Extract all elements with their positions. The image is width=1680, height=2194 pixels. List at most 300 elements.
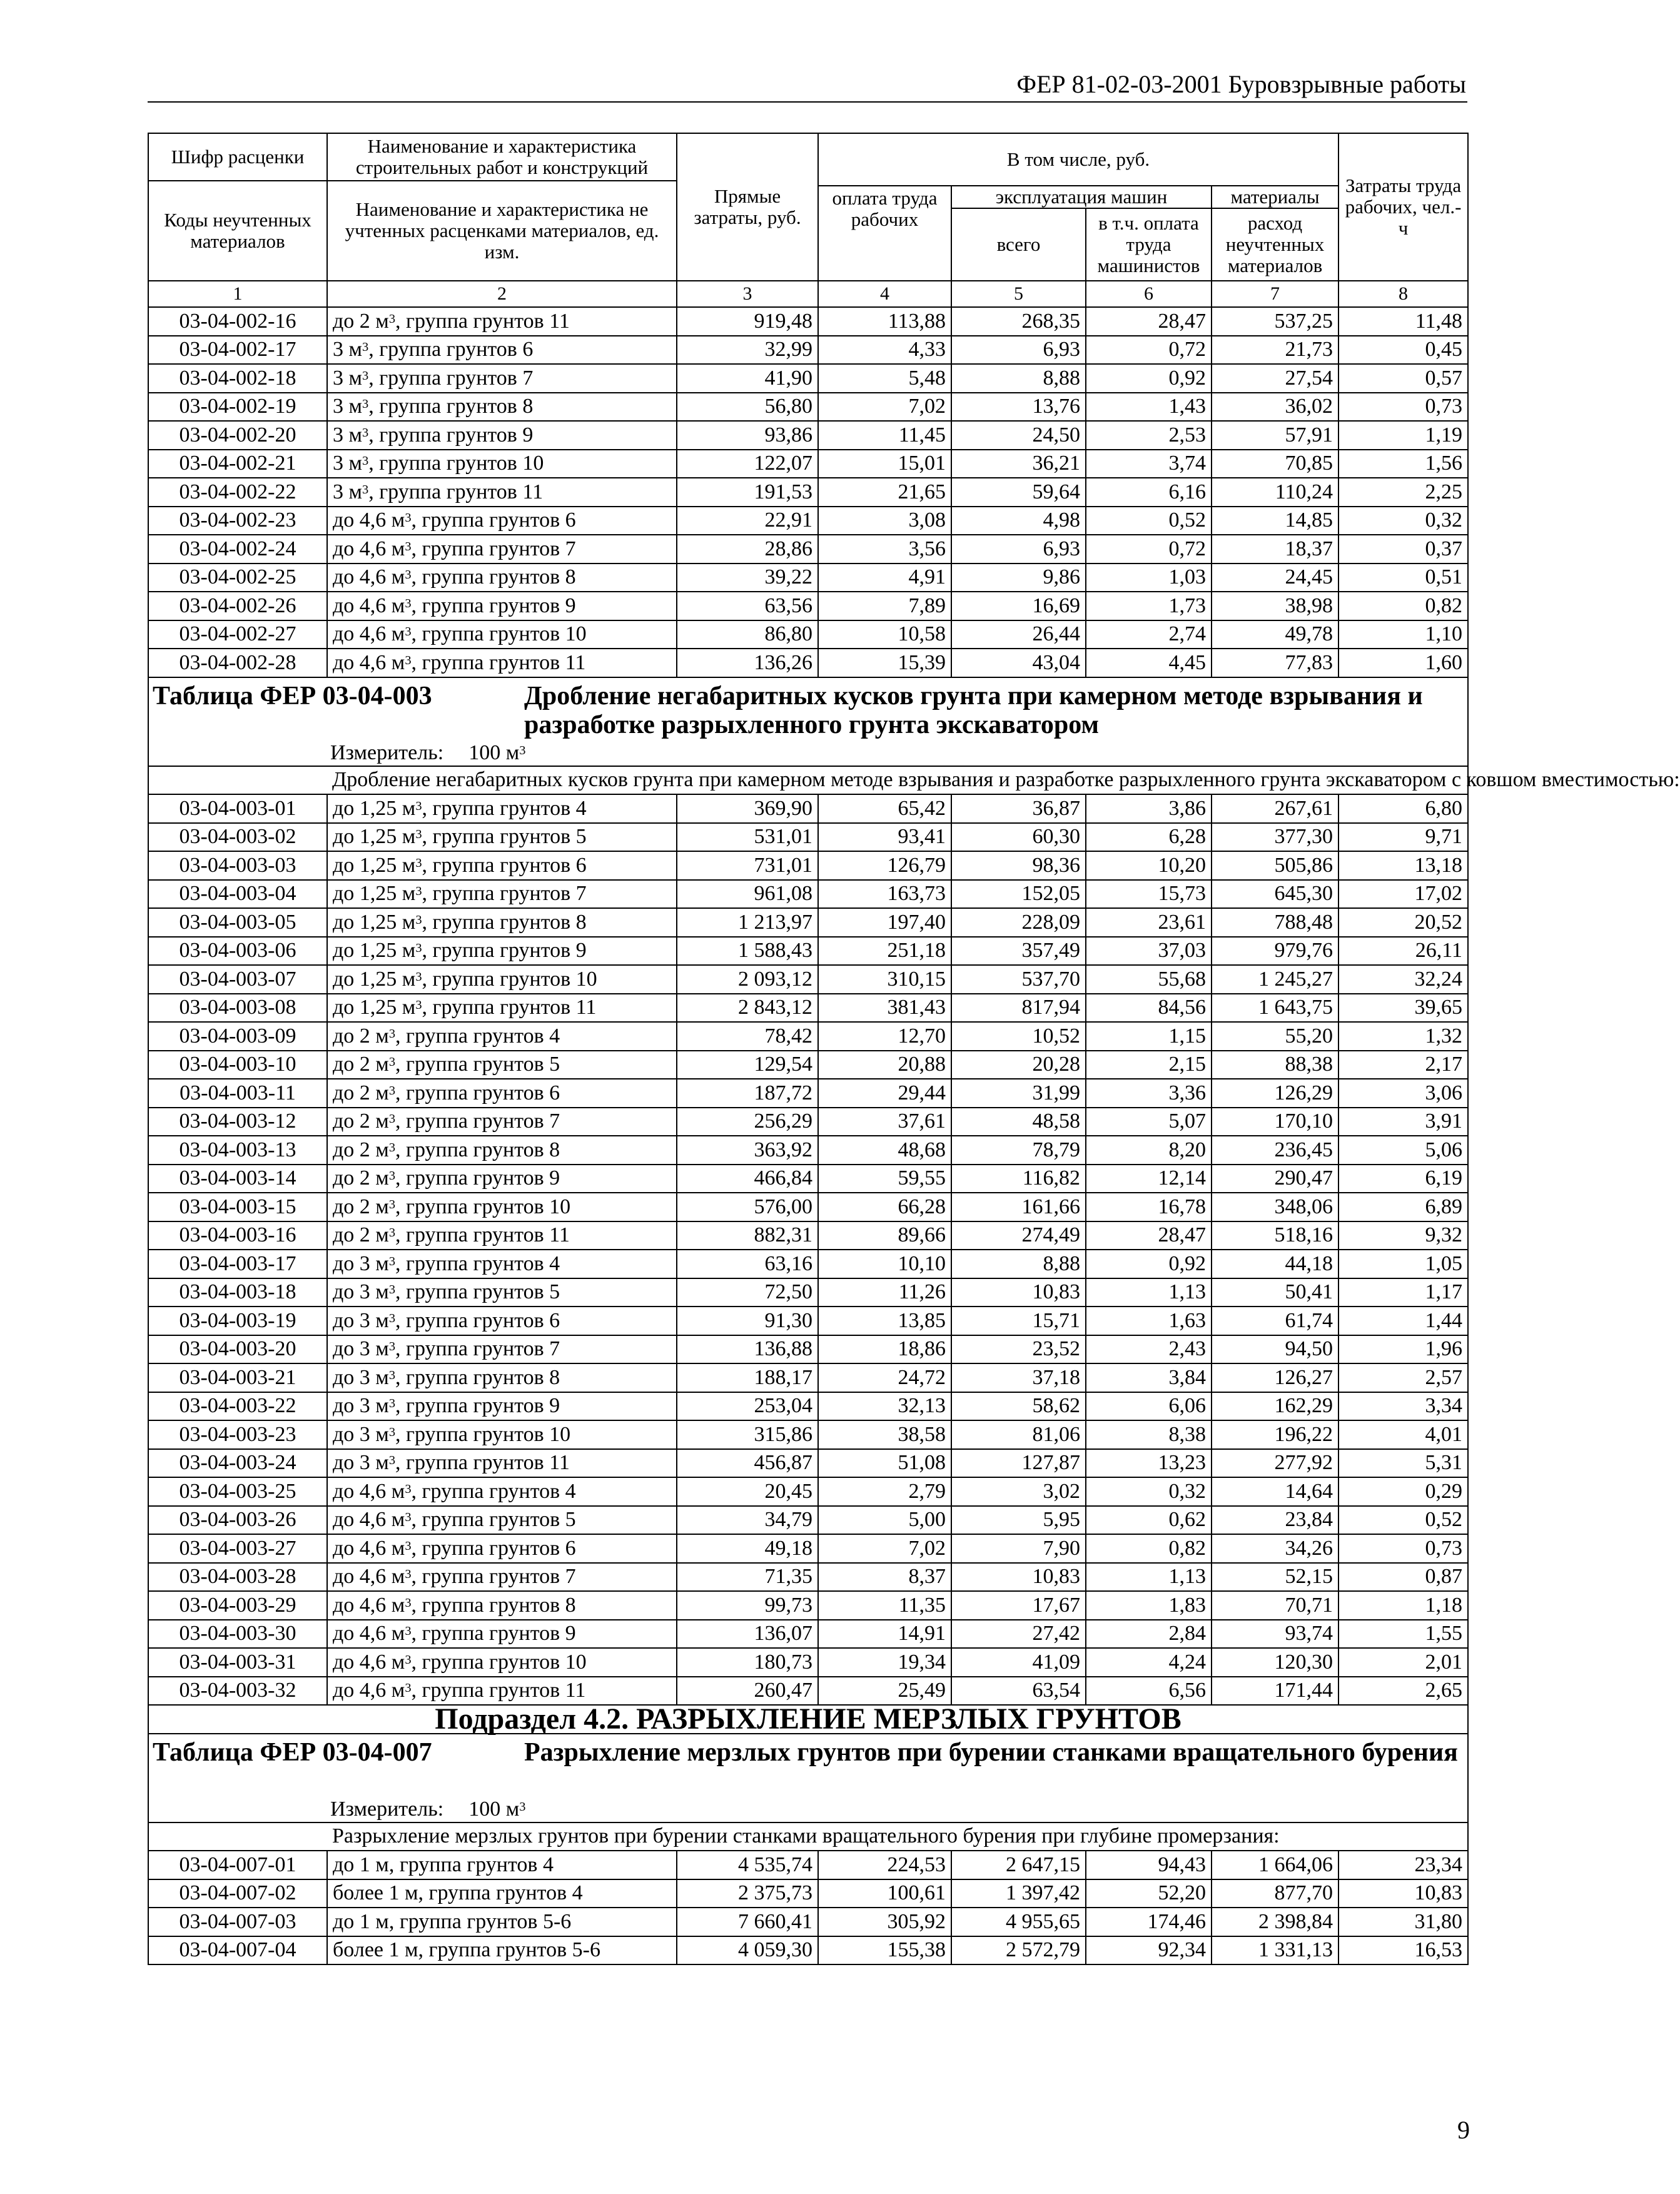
labor-hours: 0,51 xyxy=(1338,564,1468,592)
rate-name-text: до 1,25 м xyxy=(333,939,416,963)
table-007-unit xyxy=(149,1797,1467,1822)
column-number: 4 xyxy=(818,281,951,307)
rate-name-suffix: , группа грунтов 6 xyxy=(395,1308,560,1332)
rate-name-text: до 1,25 м xyxy=(333,825,416,849)
wages: 59,55 xyxy=(818,1165,951,1193)
wages: 100,61 xyxy=(818,1879,951,1908)
labor-hours: 1,60 xyxy=(1338,649,1468,677)
rate-name-suffix: , группа грунтов 6 xyxy=(395,1081,560,1105)
machinists-wages: 12,14 xyxy=(1086,1165,1212,1193)
wages: 65,42 xyxy=(818,794,951,823)
rate-name-suffix: , группа грунтов 9 xyxy=(422,939,587,963)
cubic-superscript: 3 xyxy=(388,1368,396,1382)
labor-hours: 31,80 xyxy=(1338,1908,1468,1936)
rate-code: 03-04-002-24 xyxy=(148,535,327,564)
direct-costs: 41,90 xyxy=(677,364,818,393)
wages: 11,45 xyxy=(818,421,951,450)
machinists-wages: 6,16 xyxy=(1086,478,1212,507)
cubic-superscript: 3 xyxy=(405,568,412,582)
rate-name xyxy=(327,564,677,592)
machinists-wages: 2,15 xyxy=(1086,1051,1212,1079)
header-name: Наименование и характеристика строительных работ и конструкций xyxy=(327,133,677,181)
rate-name xyxy=(327,393,677,422)
table-row xyxy=(148,1477,1468,1506)
materials: 537,25 xyxy=(1212,307,1338,336)
wages: 19,34 xyxy=(818,1648,951,1677)
labor-hours: 6,80 xyxy=(1338,794,1468,823)
machinists-wages: 0,92 xyxy=(1086,1250,1212,1278)
table-row xyxy=(148,1221,1468,1250)
wages: 93,41 xyxy=(818,823,951,852)
rate-code: 03-04-003-05 xyxy=(148,908,327,937)
rate-name-text: до 1,25 м xyxy=(333,996,416,1019)
labor-hours: 1,18 xyxy=(1338,1591,1468,1620)
rate-name-text: до 3 м xyxy=(333,1280,389,1304)
rate-name-text: 3 м xyxy=(333,423,363,447)
rate-name-text: до 3 м xyxy=(333,1394,389,1418)
rate-code: 03-04-003-29 xyxy=(148,1591,327,1620)
rate-name xyxy=(327,908,677,937)
wages: 15,39 xyxy=(818,649,951,677)
rate-code: 03-04-003-25 xyxy=(148,1477,327,1506)
rate-code: 03-04-003-15 xyxy=(148,1193,327,1221)
cubic-superscript: 3 xyxy=(405,1510,412,1525)
machines-total: 48,58 xyxy=(951,1108,1086,1136)
labor-hours: 1,56 xyxy=(1338,450,1468,478)
rate-name-text: 3 м xyxy=(333,452,363,475)
rate-name-text: до 4,6 м xyxy=(333,1536,405,1560)
rate-name-text: до 1 м, группа грунтов 5-6 xyxy=(333,1909,572,1933)
table-row xyxy=(148,1363,1468,1392)
labor-hours: 0,52 xyxy=(1338,1506,1468,1535)
rate-name xyxy=(327,1335,677,1364)
wages: 11,26 xyxy=(818,1278,951,1307)
direct-costs: 20,45 xyxy=(677,1477,818,1506)
machinists-wages: 0,32 xyxy=(1086,1477,1212,1506)
machinists-wages: 15,73 xyxy=(1086,880,1212,909)
cubic-superscript: 3 xyxy=(405,653,412,667)
table-row xyxy=(148,1022,1468,1051)
labor-hours: 2,65 xyxy=(1338,1677,1468,1706)
rate-code: 03-04-003-32 xyxy=(148,1677,327,1706)
rate-name-text: до 2 м xyxy=(333,1166,389,1190)
materials: 126,27 xyxy=(1212,1363,1338,1392)
rate-name xyxy=(327,1278,677,1307)
direct-costs: 731,01 xyxy=(677,851,818,880)
rate-name xyxy=(327,1851,677,1879)
header-machines-label: эксплуатация машин xyxy=(952,186,1211,209)
rate-name-suffix: , группа грунтов 11 xyxy=(395,309,570,333)
cubic-superscript: 3 xyxy=(388,1197,396,1211)
labor-hours: 1,10 xyxy=(1338,620,1468,649)
materials: 14,85 xyxy=(1212,507,1338,535)
wages: 305,92 xyxy=(818,1908,951,1936)
machines-total: 7,90 xyxy=(951,1534,1086,1563)
rate-name xyxy=(327,1108,677,1136)
rate-name xyxy=(327,1591,677,1620)
materials: 94,50 xyxy=(1212,1335,1338,1364)
wages: 3,08 xyxy=(818,507,951,535)
cubic-superscript: 3 xyxy=(388,1283,396,1297)
materials: 788,48 xyxy=(1212,908,1338,937)
rate-name xyxy=(327,1879,677,1908)
materials: 88,38 xyxy=(1212,1051,1338,1079)
materials: 18,37 xyxy=(1212,535,1338,564)
direct-costs: 1 588,43 xyxy=(677,937,818,966)
rate-code: 03-04-003-16 xyxy=(148,1221,327,1250)
rate-code: 03-04-002-18 xyxy=(148,364,327,393)
rate-name-suffix: , группа грунтов 6 xyxy=(411,1536,576,1560)
machinists-wages: 55,68 xyxy=(1086,965,1212,994)
table-row xyxy=(148,1079,1468,1108)
rate-name xyxy=(327,1221,677,1250)
machinists-wages: 23,61 xyxy=(1086,908,1212,937)
labor-hours: 26,11 xyxy=(1338,937,1468,966)
machinists-wages: 1,63 xyxy=(1086,1307,1212,1335)
machines-total: 6,93 xyxy=(951,535,1086,564)
rate-code: 03-04-002-28 xyxy=(148,649,327,677)
rate-code: 03-04-003-22 xyxy=(148,1392,327,1421)
rate-name-suffix: , группа грунтов 7 xyxy=(411,1565,576,1589)
machinists-wages: 37,03 xyxy=(1086,937,1212,966)
rate-name xyxy=(327,1193,677,1221)
rate-name-suffix: , группа грунтов 9 xyxy=(368,423,534,447)
rate-name-suffix: , группа грунтов 4 xyxy=(395,1024,560,1048)
rate-name-text: до 3 м xyxy=(333,1308,389,1332)
rate-name-suffix: , группа грунтов 11 xyxy=(411,650,586,674)
labor-hours: 0,37 xyxy=(1338,535,1468,564)
materials: 93,74 xyxy=(1212,1620,1338,1649)
cubic-superscript: 3 xyxy=(405,1652,412,1667)
wages: 13,85 xyxy=(818,1307,951,1335)
table-row xyxy=(148,1193,1468,1221)
machines-total: 17,67 xyxy=(951,1591,1086,1620)
rate-code: 03-04-003-11 xyxy=(148,1079,327,1108)
machinists-wages: 2,74 xyxy=(1086,620,1212,649)
rate-name-text: 3 м xyxy=(333,338,363,361)
labor-hours: 0,82 xyxy=(1338,592,1468,620)
machines-total: 268,35 xyxy=(951,307,1086,336)
direct-costs: 4 535,74 xyxy=(677,1851,818,1879)
machines-total: 31,99 xyxy=(951,1079,1086,1108)
direct-costs: 180,73 xyxy=(677,1648,818,1677)
cubic-superscript: 3 xyxy=(362,340,369,355)
cubic-superscript: 3 xyxy=(415,969,422,984)
machines-total: 63,54 xyxy=(951,1677,1086,1706)
rate-name xyxy=(327,507,677,535)
direct-costs: 188,17 xyxy=(677,1363,818,1392)
direct-costs: 136,26 xyxy=(677,649,818,677)
machines-total: 60,30 xyxy=(951,823,1086,852)
labor-hours: 13,18 xyxy=(1338,851,1468,880)
rate-name xyxy=(327,994,677,1023)
header-direct-costs: Прямые затраты, руб. xyxy=(677,133,818,281)
rate-name-text: до 2 м xyxy=(333,1138,389,1161)
rate-name-suffix: , группа грунтов 9 xyxy=(411,1622,576,1646)
header-wages xyxy=(818,186,951,281)
wages: 66,28 xyxy=(818,1193,951,1221)
machines-total: 4,98 xyxy=(951,507,1086,535)
machines-total: 228,09 xyxy=(951,908,1086,937)
direct-costs: 919,48 xyxy=(677,307,818,336)
rate-name-suffix: , группа грунтов 9 xyxy=(411,594,576,617)
rate-code: 03-04-003-23 xyxy=(148,1420,327,1449)
labor-hours: 1,17 xyxy=(1338,1278,1468,1307)
machines-total: 3,02 xyxy=(951,1477,1086,1506)
rate-name xyxy=(327,1363,677,1392)
machinists-wages: 2,43 xyxy=(1086,1335,1212,1364)
materials: 52,15 xyxy=(1212,1563,1338,1592)
cubic-superscript: 3 xyxy=(388,1169,396,1183)
labor-hours: 23,34 xyxy=(1338,1851,1468,1879)
cubic-superscript: 3 xyxy=(388,1453,396,1468)
labor-hours: 0,57 xyxy=(1338,364,1468,393)
rate-code: 03-04-003-09 xyxy=(148,1022,327,1051)
cubic-superscript: 3 xyxy=(415,884,422,899)
labor-hours: 39,65 xyxy=(1338,994,1468,1023)
labor-hours: 0,73 xyxy=(1338,393,1468,422)
materials: 1 245,27 xyxy=(1212,965,1338,994)
table-row xyxy=(148,507,1468,535)
rate-name xyxy=(327,592,677,620)
wages: 5,00 xyxy=(818,1506,951,1535)
rate-name-text: до 4,6 м xyxy=(333,1479,405,1503)
labor-hours: 6,19 xyxy=(1338,1165,1468,1193)
rate-code: 03-04-007-03 xyxy=(148,1908,327,1936)
table-row xyxy=(148,1506,1468,1535)
cubic-superscript: 3 xyxy=(405,625,412,639)
rate-name-suffix: , группа грунтов 10 xyxy=(422,967,597,991)
wages: 10,10 xyxy=(818,1250,951,1278)
materials: 267,61 xyxy=(1212,794,1338,823)
table-row xyxy=(148,1278,1468,1307)
rate-name xyxy=(327,937,677,966)
cubic-superscript: 3 xyxy=(388,1226,396,1240)
machinists-wages: 0,82 xyxy=(1086,1534,1212,1563)
rate-name-text: до 3 м xyxy=(333,1251,389,1275)
rate-name xyxy=(327,1051,677,1079)
rate-name-suffix: , группа грунтов 6 xyxy=(422,853,587,877)
table-row xyxy=(148,1620,1468,1649)
rate-code: 03-04-003-28 xyxy=(148,1563,327,1592)
materials: 23,84 xyxy=(1212,1506,1338,1535)
direct-costs: 4 059,30 xyxy=(677,1936,818,1965)
rate-name-suffix: , группа грунтов 7 xyxy=(411,537,576,560)
header-materials-sub: расход неучтенных материалов xyxy=(1225,212,1325,276)
materials: 171,44 xyxy=(1212,1677,1338,1706)
materials: 24,45 xyxy=(1212,564,1338,592)
table-row xyxy=(148,1648,1468,1677)
rate-name-text: до 4,6 м xyxy=(333,650,405,674)
wages: 38,58 xyxy=(818,1420,951,1449)
machines-total: 13,76 xyxy=(951,393,1086,422)
rate-code: 03-04-003-10 xyxy=(148,1051,327,1079)
column-numbers-row xyxy=(148,281,1468,307)
table-003-description-row xyxy=(148,766,1468,795)
column-number: 1 xyxy=(148,281,327,307)
rate-code: 03-04-003-13 xyxy=(148,1136,327,1165)
machinists-wages: 1,13 xyxy=(1086,1563,1212,1592)
machinists-wages: 92,34 xyxy=(1086,1936,1212,1965)
labor-hours: 4,01 xyxy=(1338,1420,1468,1449)
labor-hours: 2,25 xyxy=(1338,478,1468,507)
direct-costs: 93,86 xyxy=(677,421,818,450)
materials: 49,78 xyxy=(1212,620,1338,649)
labor-hours: 1,96 xyxy=(1338,1335,1468,1364)
wages: 10,58 xyxy=(818,620,951,649)
machines-total: 43,04 xyxy=(951,649,1086,677)
labor-hours: 20,52 xyxy=(1338,908,1468,937)
cubic-superscript: 3 xyxy=(415,856,422,870)
direct-costs: 63,56 xyxy=(677,592,818,620)
machinists-wages: 0,72 xyxy=(1086,336,1212,365)
labor-hours: 16,53 xyxy=(1338,1936,1468,1965)
wages: 48,68 xyxy=(818,1136,951,1165)
machines-total: 9,86 xyxy=(951,564,1086,592)
materials: 44,18 xyxy=(1212,1250,1338,1278)
cubic-superscript: 3 xyxy=(415,799,422,813)
table-row xyxy=(148,1534,1468,1563)
materials: 77,83 xyxy=(1212,649,1338,677)
rate-name-suffix: , группа грунтов 5 xyxy=(395,1053,560,1076)
rate-name xyxy=(327,1936,677,1965)
direct-costs: 78,42 xyxy=(677,1022,818,1051)
materials: 170,10 xyxy=(1212,1108,1338,1136)
cubic-superscript: 3 xyxy=(405,1595,412,1610)
machines-total: 8,88 xyxy=(951,1250,1086,1278)
rate-code: 03-04-003-26 xyxy=(148,1506,327,1535)
rate-name xyxy=(327,1506,677,1535)
machines-total: 24,50 xyxy=(951,421,1086,450)
machinists-wages: 52,20 xyxy=(1086,1879,1212,1908)
wages: 20,88 xyxy=(818,1051,951,1079)
table-row xyxy=(148,478,1468,507)
rate-name xyxy=(327,965,677,994)
machinists-wages: 13,23 xyxy=(1086,1449,1212,1478)
unit-value: 100 м xyxy=(468,1797,520,1821)
rate-code: 03-04-003-17 xyxy=(148,1250,327,1278)
labor-hours: 1,05 xyxy=(1338,1250,1468,1278)
table-row xyxy=(148,1165,1468,1193)
cubic-superscript: 3 xyxy=(388,1140,396,1155)
table-row xyxy=(148,1851,1468,1879)
cubic-superscript: 3 xyxy=(362,397,369,412)
header-labor: Затраты труда рабочих, чел.-ч xyxy=(1338,133,1468,281)
direct-costs: 99,73 xyxy=(677,1591,818,1620)
cubic-superscript: 3 xyxy=(405,1681,412,1696)
unit-label: Измеритель: xyxy=(330,1797,444,1821)
wages: 7,89 xyxy=(818,592,951,620)
rate-name xyxy=(327,1908,677,1936)
rate-code: 03-04-003-24 xyxy=(148,1449,327,1478)
rate-name xyxy=(327,649,677,677)
direct-costs: 7 660,41 xyxy=(677,1908,818,1936)
cubic-superscript: 3 xyxy=(405,539,412,554)
wages: 113,88 xyxy=(818,307,951,336)
rate-name xyxy=(327,1022,677,1051)
direct-costs: 86,80 xyxy=(677,620,818,649)
machines-total: 1 397,42 xyxy=(951,1879,1086,1908)
unit-superscript: 3 xyxy=(519,1799,526,1814)
rate-code: 03-04-003-01 xyxy=(148,794,327,823)
rate-name xyxy=(327,1392,677,1421)
table-row xyxy=(148,307,1468,336)
rate-name-suffix: , группа грунтов 8 xyxy=(411,565,576,589)
rate-name-text: до 2 м xyxy=(333,309,389,333)
page-number: 9 xyxy=(1457,2116,1470,2144)
machinists-wages: 0,72 xyxy=(1086,535,1212,564)
direct-costs: 260,47 xyxy=(677,1677,818,1706)
materials: 645,30 xyxy=(1212,880,1338,909)
direct-costs: 456,87 xyxy=(677,1449,818,1478)
rate-name-text: до 4,6 м xyxy=(333,1593,405,1617)
direct-costs: 122,07 xyxy=(677,450,818,478)
rate-code: 03-04-002-16 xyxy=(148,307,327,336)
rate-name xyxy=(327,1307,677,1335)
machinists-wages: 1,83 xyxy=(1086,1591,1212,1620)
labor-hours: 3,34 xyxy=(1338,1392,1468,1421)
wages: 381,43 xyxy=(818,994,951,1023)
direct-costs: 256,29 xyxy=(677,1108,818,1136)
direct-costs: 363,92 xyxy=(677,1136,818,1165)
machines-total: 16,69 xyxy=(951,592,1086,620)
table-003-heading-row xyxy=(148,677,1468,766)
wages: 25,49 xyxy=(818,1677,951,1706)
rate-code: 03-04-003-19 xyxy=(148,1307,327,1335)
machines-total: 26,44 xyxy=(951,620,1086,649)
table-row xyxy=(148,1136,1468,1165)
rate-name xyxy=(327,336,677,365)
table-row xyxy=(148,649,1468,677)
machinists-wages: 94,43 xyxy=(1086,1851,1212,1879)
labor-hours: 1,19 xyxy=(1338,421,1468,450)
machinists-wages: 4,45 xyxy=(1086,649,1212,677)
machines-total: 116,82 xyxy=(951,1165,1086,1193)
cubic-superscript: 3 xyxy=(415,941,422,956)
machinists-wages: 16,78 xyxy=(1086,1193,1212,1221)
column-number: 5 xyxy=(951,281,1086,307)
rate-name-text: до 1,25 м xyxy=(333,853,416,877)
machinists-wages: 1,15 xyxy=(1086,1022,1212,1051)
rate-code: 03-04-002-21 xyxy=(148,450,327,478)
direct-costs: 2 843,12 xyxy=(677,994,818,1023)
wages: 12,70 xyxy=(818,1022,951,1051)
labor-hours: 2,17 xyxy=(1338,1051,1468,1079)
rate-name-text: до 2 м xyxy=(333,1195,389,1218)
rate-name-suffix: , группа грунтов 5 xyxy=(422,825,587,849)
table-row xyxy=(148,620,1468,649)
header-machines-total: всего xyxy=(952,209,1086,280)
unit-superscript: 3 xyxy=(519,743,526,757)
labor-hours: 2,01 xyxy=(1338,1648,1468,1677)
rate-name-suffix: , группа грунтов 9 xyxy=(395,1166,560,1190)
wages: 197,40 xyxy=(818,908,951,937)
labor-hours: 0,45 xyxy=(1338,336,1468,365)
table-007-description-row xyxy=(148,1822,1468,1851)
materials: 21,73 xyxy=(1212,336,1338,365)
column-number: 8 xyxy=(1338,281,1468,307)
table-007-heading-row xyxy=(148,1734,1468,1822)
labor-hours: 1,44 xyxy=(1338,1307,1468,1335)
rate-name xyxy=(327,1477,677,1506)
wages: 126,79 xyxy=(818,851,951,880)
machines-total: 78,79 xyxy=(951,1136,1086,1165)
rate-name-text: до 1,25 м xyxy=(333,910,416,934)
rate-code: 03-04-007-04 xyxy=(148,1936,327,1965)
machines-total: 58,62 xyxy=(951,1392,1086,1421)
cubic-superscript: 3 xyxy=(388,1055,396,1069)
wages: 21,65 xyxy=(818,478,951,507)
